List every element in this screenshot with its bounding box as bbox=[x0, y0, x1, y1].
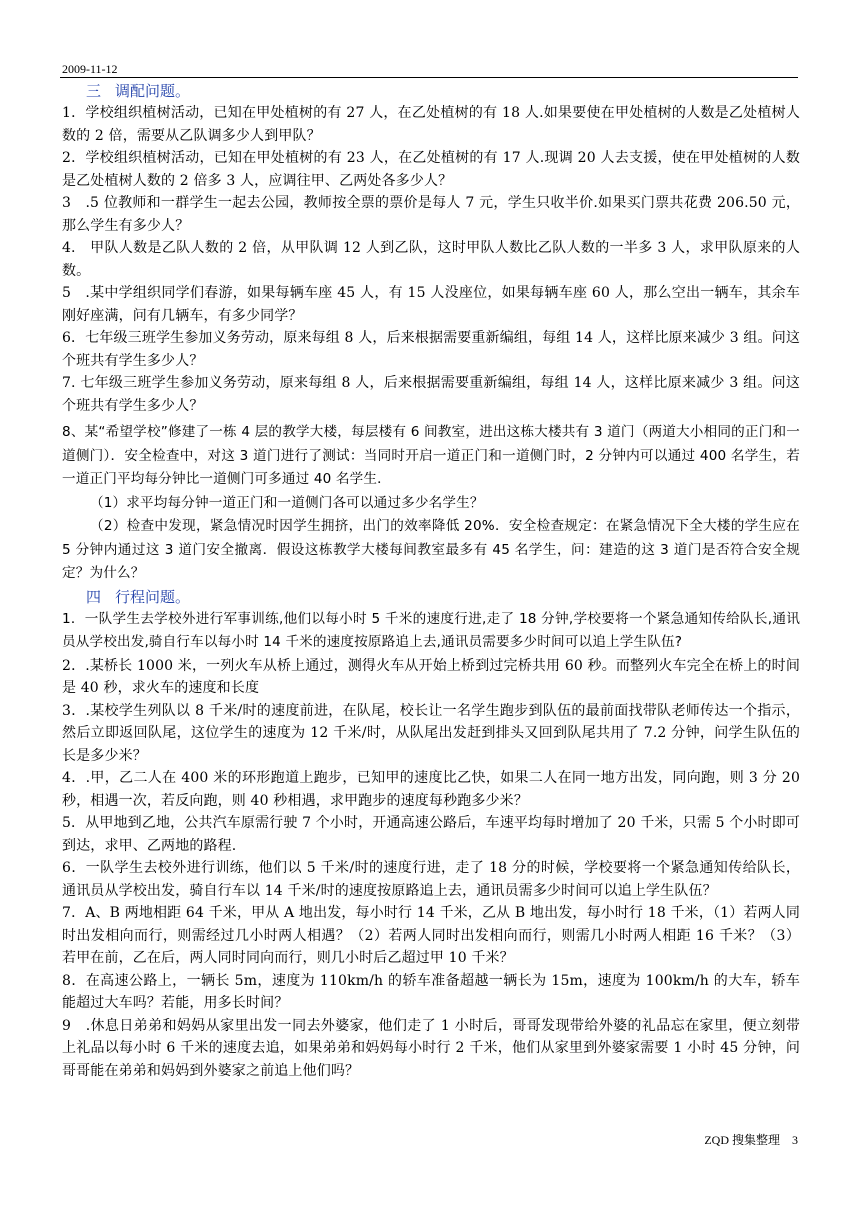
problem-3-6: 6．七年级三班学生参加义务劳动，原来每组 8 人，后来根据需要重新编组，每组 14 人，这样比原来减少 3 组。问这个班共有学生多少人？ bbox=[62, 330, 800, 369]
document-body bbox=[62, 80, 800, 1082]
problem-4-2: 2．.某桥长 1000 米，一列火车从桥上通过，测得火车从开始上桥到过完桥共用 60 秒。而整列火车完全在桥上的时间是 40 秒，求火车的速度和长度 bbox=[62, 657, 800, 696]
problem-4-6: 6．一队学生去校外进行训练，他们以 5 千米/时的速度行进，走了 18 分的时候，学校要将一个紧急通知传给队长，通讯员从学校出发，骑自行车以 14 千米/时的速度按原路追上去，通讯员需多少时间可以追上学生队伍？ bbox=[62, 860, 800, 899]
section-4-title: 四 行程问题。 bbox=[86, 587, 191, 606]
footer-label: ZQD 搜集整理 bbox=[704, 1133, 780, 1147]
problem-3-8-question-1: （1）求平均每分钟一道正门和一道侧门各可以通过多少名学生？ bbox=[90, 494, 484, 511]
problem-3-8-question-2: （2）检查中发现，紧急情况时因学生拥挤，出门的效率降低 20%．安全检查规定：在紧急情况下全大楼的学生应在 5 分钟内通过这 3 道门安全撤离．假设这栋教学大楼每间教室最多有 45 名学生，问：建造的这 3 道门是否符合安全规定？为什么？ bbox=[62, 518, 800, 581]
header-date: 2009-11-12 bbox=[62, 62, 118, 76]
page-footer bbox=[692, 1131, 798, 1148]
problem-3-4: 4. 甲队人数是乙队人数的 2 倍，从甲队调 12 人到乙队，这时甲队人数比乙队人数的一半多 3 人，求甲队原来的人数。 bbox=[62, 240, 800, 279]
problem-4-8: 8．在高速公路上，一辆长 5m，速度为 110km/h 的轿车准备超越一辆长为 15m，速度为 100km/h 的大车，轿车能超过大车吗？若能，用多长时间？ bbox=[62, 972, 800, 1011]
problem-4-3: 3．.某校学生列队以 8 千米/时的速度前进，在队尾，校长让一名学生跑步到队伍的最前面找带队老师传达一个指示，然后立即返回队尾，这位学生的速度为 12 千米/时，从队尾出发赶到排头又回到队尾共用了 7.2 分钟，问学生队伍的长是多少米？ bbox=[62, 702, 800, 764]
section-3-title: 三 调配问题。 bbox=[86, 82, 191, 100]
problem-4-4: 4．.甲，乙二人在 400 米的环形跑道上跑步，已知甲的速度比乙快，如果二人在同一地方出发，同向跑，则 3 分 20 秒，相遇一次，若反向跑，则 40 秒相遇，求甲跑步的速度每秒跑多少米？ bbox=[62, 770, 800, 809]
problem-4-7: 7．A、B 两地相距 64 千米，甲从 A 地出发，每小时行 14 千米，乙从 B 地出发，每小时行 18 千米，（1）若两人同时出发相向而行，则需经过几小时两人相遇？（2）若两人同时出发相向而行，则需几小时两人相距 16 千米？（3）若甲在前，乙在后，两人同时同向而行，则几小时后乙超过甲 10 千米？ bbox=[62, 905, 800, 966]
header-rule bbox=[60, 77, 798, 78]
problem-4-5: 5．从甲地到乙地，公共汽车原需行驶 7 个小时，开通高速公路后，车速平均每时增加了 20 千米，只需 5 个小时即可到达，求甲、乙两地的路程. bbox=[62, 815, 800, 854]
page-number: 3 bbox=[792, 1133, 798, 1147]
problem-3-3: 3 .5 位教师和一群学生一起去公园，教师按全票的票价是每人 7 元，学生只收半价.如果买门票共花费 206.50 元，那么学生有多少人？ bbox=[62, 195, 800, 234]
problem-3-2: 2．学校组织植树活动，已知在甲处植树的有 23 人，在乙处植树的有 17 人.现调 20 人去支援，使在甲处植树的人数是乙处植树人数的 2 倍多 3 人，应调往甲、乙两处各多少人？ bbox=[62, 150, 800, 189]
problem-3-7: 7. 七年级三班学生参加义务劳动，原来每组 8 人，后来根据需要重新编组，每组 14 人，这样比原来减少 3 组。问这个班共有学生多少人？ bbox=[62, 375, 800, 414]
problem-4-9: 9 .休息日弟弟和妈妈从家里出发一同去外婆家，他们走了 1 小时后，哥哥发现带给外婆的礼品忘在家里，便立刻带上礼品以每小时 6 千米的速度去追，如果弟弟和妈妈每小时行 2 千米，他们从家里到外婆家需要 1 小时 45 分钟，问哥哥能在弟弟和妈妈到外婆家之前追上他们吗？ bbox=[62, 1017, 800, 1079]
problem-3-8: 8、某“希望学校”修建了一栋 4 层的教学大楼，每层楼有 6 间教室，进出这栋大楼共有 3 道门（两道大小相同的正门和一道侧门）．安全检查中，对这 3 道门进行了测试：当同时开启一道正门和一道侧门时，2 分钟内可以通过 400 名学生，若一道正门平均每分钟比一道侧门可多通过 40 名学生． bbox=[62, 424, 800, 487]
problem-4-1: 1．一队学生去学校外进行军事训练,他们以每小时 5 千米的速度行进,走了 18 分钟,学校要将一个紧急通知传给队长,通讯员从学校出发,骑自行车以每小时 14 千米的速度按原路追上去,通讯员需要多少时间可以追上学生队伍? bbox=[62, 610, 800, 650]
problem-3-5: 5 .某中学组织同学们春游，如果每辆车座 45 人，有 15 人没座位，如果每辆车座 60 人，那么空出一辆车，其余车刚好座满，问有几辆车，有多少同学？ bbox=[62, 285, 800, 324]
problem-3-1: 1．学校组织植树活动，已知在甲处植树的有 27 人，在乙处植树的有 18 人.如果要使在甲处植树的人数是乙处植树人数的 2 倍，需要从乙队调多少人到甲队？ bbox=[62, 105, 800, 144]
